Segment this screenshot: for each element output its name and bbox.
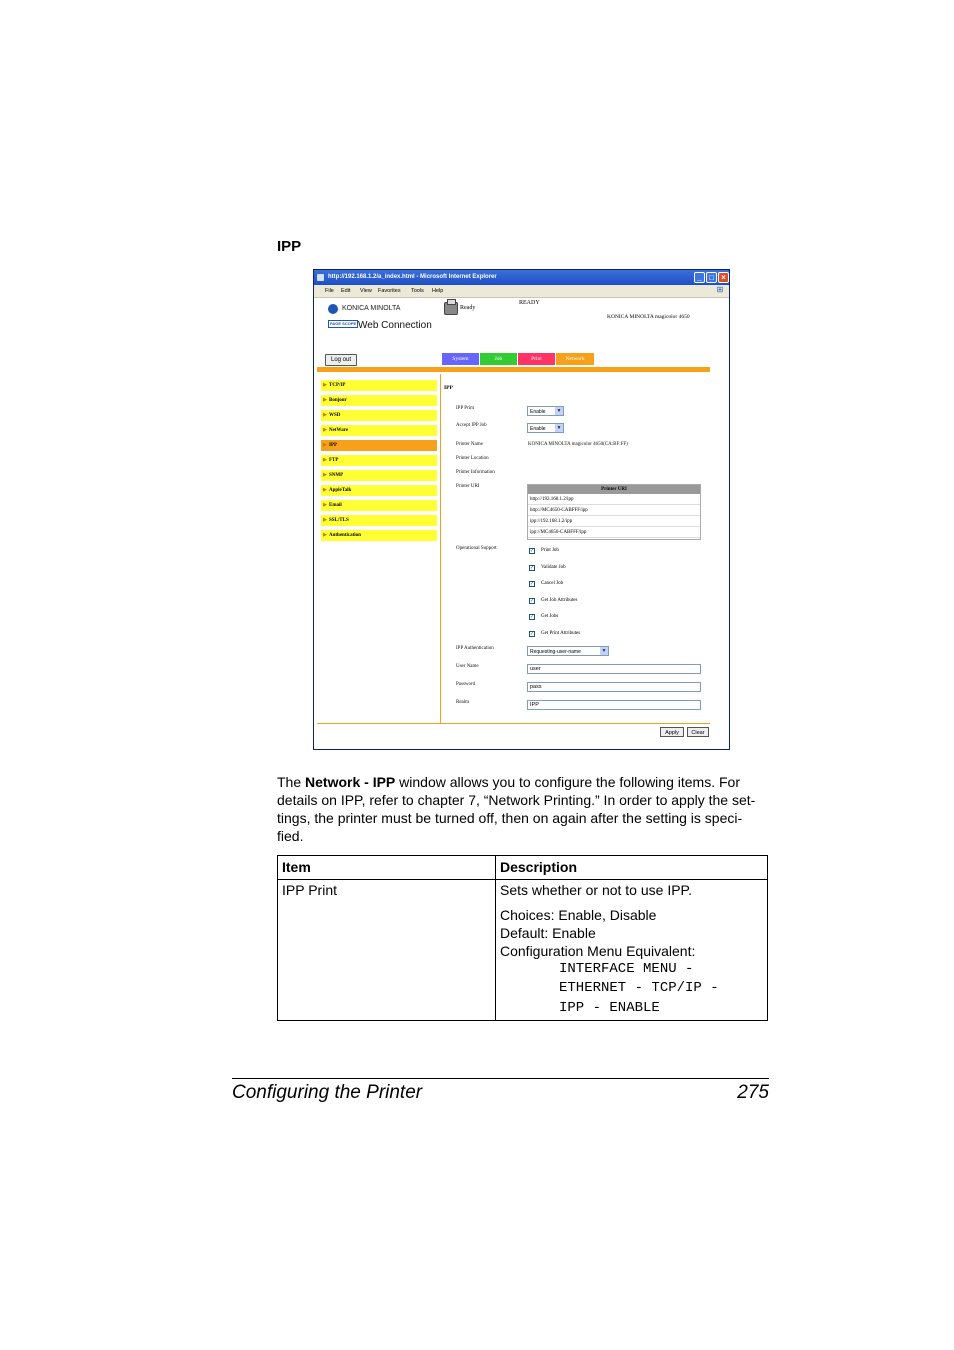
password-label: Password bbox=[456, 682, 476, 687]
printer-model: KONICA MINOLTA magicolor 4650 bbox=[607, 314, 690, 320]
menu-file[interactable]: File bbox=[325, 288, 334, 294]
menu-path-line: IPP - ENABLE bbox=[559, 1000, 660, 1016]
accept-ipp-job-label: Accept IPP Job bbox=[456, 423, 487, 428]
table-cell-description: Sets whether or not to use IPP. bbox=[500, 882, 692, 898]
user-name-label: User Name bbox=[456, 664, 479, 669]
checkbox-cancel-job[interactable]: ✓ bbox=[530, 581, 535, 587]
operation-label: Print Job bbox=[541, 548, 559, 553]
menu-favorites[interactable]: Favorites bbox=[378, 288, 401, 294]
operation-label: Get Job Attributes bbox=[541, 598, 578, 603]
sidebar-item-netware[interactable]: ▶ NetWare bbox=[321, 425, 437, 436]
arrow-right-icon: ▶ bbox=[323, 533, 327, 538]
table-cell-default: Default: Enable bbox=[500, 925, 596, 941]
uri-table-header: Printer URI bbox=[528, 485, 700, 494]
menu-tools[interactable]: Tools bbox=[411, 288, 424, 294]
brand-name: KONICA MINOLTA bbox=[342, 305, 401, 312]
arrow-right-icon: ▶ bbox=[323, 413, 327, 418]
chevron-down-icon: ▼ bbox=[556, 425, 562, 431]
sidebar-item-ftp[interactable]: ▶ FTP bbox=[321, 455, 437, 466]
footer-divider bbox=[317, 723, 710, 724]
ie-icon bbox=[317, 274, 324, 281]
close-icon[interactable]: × bbox=[718, 272, 729, 283]
printer-name-label: Printer Name bbox=[456, 442, 483, 447]
realm-input[interactable]: IPP bbox=[527, 700, 701, 710]
sidebar-item-wsd[interactable]: ▶ WSD bbox=[321, 410, 437, 421]
checkbox-get-job-attributes[interactable]: ✓ bbox=[530, 598, 535, 604]
table-header-divider bbox=[277, 879, 768, 880]
arrow-right-icon: ▶ bbox=[323, 428, 327, 433]
sidebar-item-authentication[interactable]: ▶ Authentication bbox=[321, 530, 437, 541]
menu-help[interactable]: Help bbox=[432, 288, 444, 294]
sidebar-item-ssltls[interactable]: ▶ SSL/TLS bbox=[321, 515, 437, 526]
menu-bar bbox=[314, 285, 729, 298]
menu-path-line: INTERFACE MENU - bbox=[559, 961, 694, 977]
realm-label: Realm bbox=[456, 700, 470, 705]
printer-uri-label: Printer URI bbox=[456, 484, 480, 489]
printer-information-label: Printer Information bbox=[456, 470, 495, 475]
arrow-right-icon: ▶ bbox=[323, 443, 327, 448]
table-cell-choices: Choices: Enable, Disable bbox=[500, 907, 657, 923]
sidebar-item-snmp[interactable]: ▶ SNMP bbox=[321, 470, 437, 481]
arrow-right-icon: ▶ bbox=[323, 383, 327, 388]
minimize-icon[interactable]: _ bbox=[694, 272, 705, 283]
maximize-icon[interactable]: □ bbox=[706, 272, 717, 283]
arrow-right-icon: ▶ bbox=[323, 518, 327, 523]
page-title: IPP bbox=[444, 385, 453, 391]
header-divider bbox=[317, 367, 710, 372]
table-cell-config: Configuration Menu Equivalent: bbox=[500, 943, 696, 959]
user-name-input[interactable]: user bbox=[527, 664, 701, 674]
checkbox-get-jobs[interactable]: ✓ bbox=[530, 614, 535, 620]
accept-ipp-job-select[interactable]: Enable ▼ bbox=[527, 423, 564, 433]
apply-button[interactable]: Apply bbox=[660, 727, 684, 737]
uri-row: http://192.168.1.2/ipp bbox=[528, 495, 700, 505]
konica-logo-icon bbox=[328, 304, 338, 314]
sidebar-item-email[interactable]: ▶ Email bbox=[321, 500, 437, 511]
table-cell-item: IPP Print bbox=[282, 882, 337, 898]
sidebar-divider bbox=[440, 374, 441, 724]
browser-window bbox=[313, 269, 730, 750]
operation-label: Get Print Attributes bbox=[541, 631, 581, 636]
page-number: 275 bbox=[737, 1082, 769, 1103]
ipp-print-select[interactable]: Enable ▼ bbox=[527, 406, 564, 416]
printer-location-label: Printer Location bbox=[456, 456, 489, 461]
description-paragraph: The Network - IPP window allows you to configure the following items. For details on IPP, refer to chapter 7, “Network Printing.” In order to apply the set- tings, the printer must be turned off, then on again after the setting is speci- fied. bbox=[277, 774, 756, 844]
tab-print[interactable]: Print bbox=[518, 353, 555, 365]
footer-chapter-title: Configuring the Printer bbox=[232, 1082, 423, 1103]
uri-row: ipp://192.168.1.2/ipp bbox=[528, 517, 700, 527]
menu-view[interactable]: View bbox=[360, 288, 372, 294]
windows-logo-icon: ⊞ bbox=[716, 285, 724, 294]
tab-system[interactable]: System bbox=[442, 353, 479, 365]
arrow-right-icon: ▶ bbox=[323, 503, 327, 508]
chevron-down-icon: ▼ bbox=[556, 408, 562, 414]
sidebar-item-tcpip[interactable]: ▶ TCP/IP bbox=[321, 380, 437, 391]
bold-term: Network - IPP bbox=[305, 774, 396, 790]
ipp-print-label: IPP Print bbox=[456, 406, 475, 411]
tab-job[interactable]: Job bbox=[480, 353, 517, 365]
arrow-right-icon: ▶ bbox=[323, 458, 327, 463]
ipp-authentication-select[interactable]: Requesting-user-name ▼ bbox=[527, 646, 609, 656]
section-heading: IPP bbox=[277, 238, 302, 255]
printer-icon bbox=[444, 302, 458, 315]
status-value: READY bbox=[519, 300, 540, 306]
product-name: Web Connection bbox=[358, 320, 432, 331]
table-header-item: Item bbox=[282, 859, 311, 875]
checkbox-get-print-attributes[interactable]: ✓ bbox=[530, 631, 535, 637]
sidebar-item-ipp[interactable]: ▶ IPP bbox=[321, 440, 437, 451]
arrow-right-icon: ▶ bbox=[323, 488, 327, 493]
logout-button[interactable]: Log out bbox=[325, 354, 357, 366]
uri-row: ipp://MC4650-CABFFF/ipp bbox=[528, 528, 700, 538]
clear-button[interactable]: Clear bbox=[687, 727, 709, 737]
operation-label: Get Jobs bbox=[541, 614, 559, 619]
chevron-down-icon: ▼ bbox=[601, 648, 607, 654]
printer-name-value: KONICA MINOLTA magicolor 4650(CA:BF:FF) bbox=[528, 442, 628, 447]
password-input[interactable]: pass bbox=[527, 682, 701, 692]
window-title: http://192.168.1.2/a_index.html - Microsoft Internet Explorer bbox=[328, 274, 497, 280]
pagescope-logo: PAGE SCOPE bbox=[330, 321, 357, 326]
table-header-description: Description bbox=[500, 859, 578, 875]
arrow-right-icon: ▶ bbox=[323, 473, 327, 478]
menu-path-line: ETHERNET - TCP/IP - bbox=[559, 980, 719, 996]
window-titlebar bbox=[314, 270, 729, 285]
menu-edit[interactable]: Edit bbox=[341, 288, 351, 294]
sidebar-item-bonjour[interactable]: ▶ Bonjour bbox=[321, 395, 437, 406]
checkbox-print-job[interactable]: ✓ bbox=[530, 548, 535, 554]
operation-label: Validate Job bbox=[541, 565, 566, 570]
sidebar-item-appletalk[interactable]: ▶ AppleTalk bbox=[321, 485, 437, 496]
uri-row: http://MC4650-CABFFF/ipp bbox=[528, 506, 700, 516]
ipp-authentication-label: IPP Authentication bbox=[456, 646, 494, 651]
operational-support-label: Operational Support bbox=[456, 546, 497, 551]
status-label: Ready bbox=[460, 305, 476, 311]
footer-rule bbox=[232, 1078, 769, 1079]
tab-network[interactable]: Network bbox=[556, 353, 594, 365]
operation-label: Cancel Job bbox=[541, 581, 564, 586]
arrow-right-icon: ▶ bbox=[323, 398, 327, 403]
checkbox-validate-job[interactable]: ✓ bbox=[530, 565, 535, 571]
